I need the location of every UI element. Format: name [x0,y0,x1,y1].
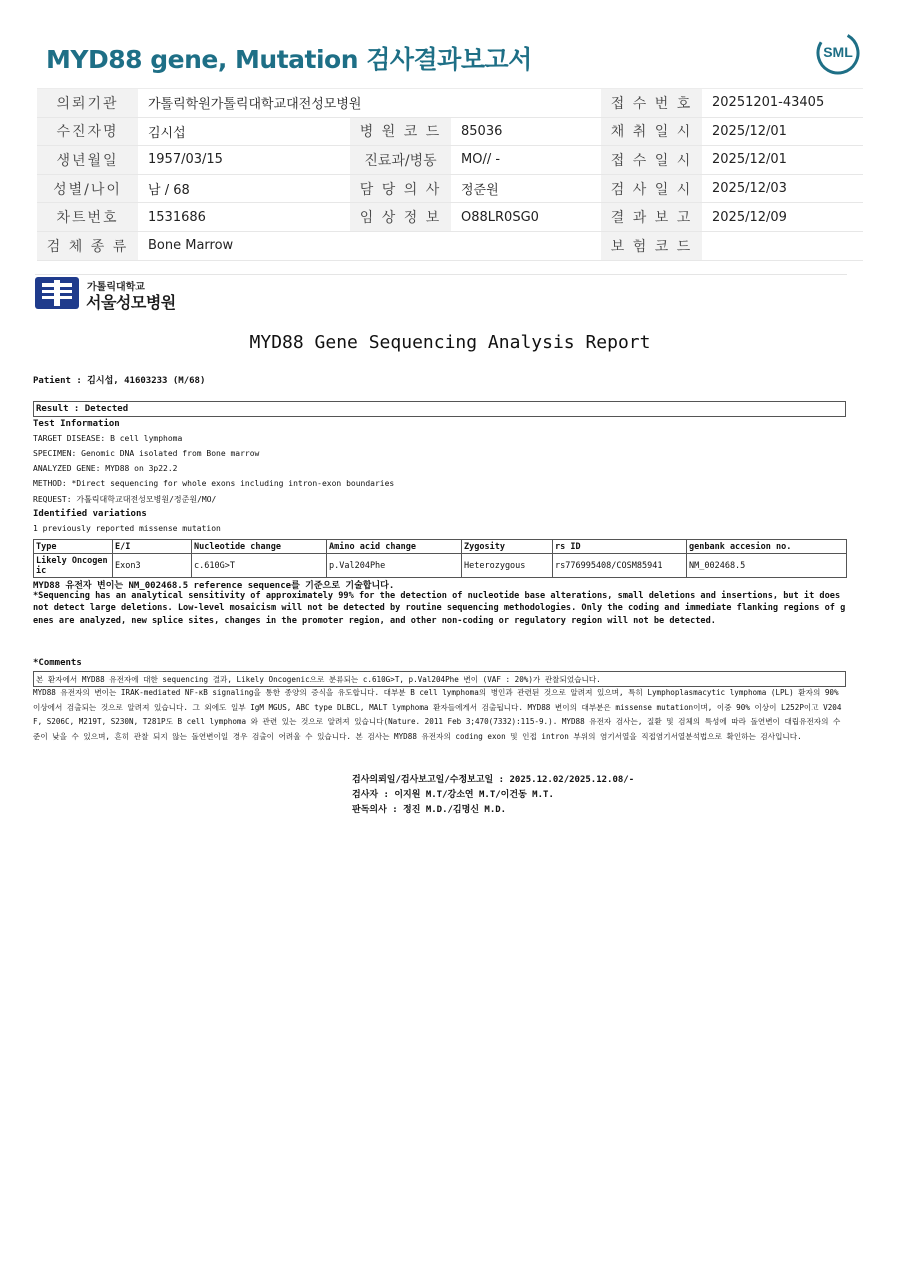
info-label: 접 수 번 호 [601,89,702,118]
info-label: 병 원 코 드 [350,117,451,146]
info-row [37,203,863,232]
info-label: 검 사 일 시 [601,174,702,203]
info-value: 2025/12/09 [702,203,863,232]
info-label: 의뢰기관 [37,89,138,118]
variant-table [33,539,847,578]
info-value: O88LR0SG0 [451,203,601,232]
specimen: SPECIMEN: Genomic DNA isolated from Bone marrow [33,449,260,458]
info-row [37,231,863,260]
info-label: 수진자명 [37,117,138,146]
report-dates: 검사의뢰일/검사보고일/수정보고일 : 2025.12.02/2025.12.08/- [352,775,635,785]
column-header: genbank accesion no. [687,540,847,554]
hospital-emblem-icon [34,276,80,310]
variant-cell: NM_002468.5 [687,554,847,578]
hospital-university-name: 가톨릭대학교 [87,282,145,293]
info-row [37,89,863,118]
variant-cell: Exon3 [113,554,192,578]
column-header: Amino acid change [327,540,462,554]
comments-heading: *Comments [33,658,82,668]
info-value: 정준원 [451,174,601,203]
identified-heading: Identified variations [33,509,147,519]
column-header: Type [34,540,113,554]
info-value: 2025/12/01 [702,146,863,175]
info-value: MO// - [451,146,601,175]
column-header: E/I [113,540,192,554]
variant-cell: Heterozygous [462,554,553,578]
variant-cell: rs776995408/COSM85941 [553,554,687,578]
info-row [37,174,863,203]
request: REQUEST: 가톨릭대학교대전성모병원/정준원/MO/ [33,495,217,504]
info-label: 검 체 종 류 [37,231,138,260]
variant-cell: c.610G>T [192,554,327,578]
comment-body: MYD88 유전자의 변이는 IRAK-mediated NF-κB signaling을 통한 종양의 증식을 유도합니다. 대부분 B cell lymphoma의 병인과 관련된 것으로 알려져 있으며, 특히 Lymphoplasmacytic lymphoma (LPL) 환자의 90% 이상에서 검출되는 것으로 알려져 있습니다. 그 외에도 일부 IgM MGUS, ABC type DLBCL, MALT lymphoma 환자들에게서 검출됩니다. MYD88 변이의 대부분은 missense mutation이며, 이중 90% 이상이 L252P이고 V204F, S206C, M219T, S230N, T281P도 B cell lymphoma 와 관련 있는 것으로 알려져 있습니다(Nature. 2011 Feb 3;470(7332):115-9.). MYD88 유전자 검사는, 질환 및 검체의 특성에 따라 돌연변이 대립유전자의 수준이 낮을 수 있으며, 흔히 관찰 되지 않는 돌연변이일 경우 검출이 어려울 수 있습니다. 본 검사는 MYD88 유전자의 coding exon 및 인접 intron 부위의 염기서열을 직접염기서열분석법으로 확인하는 검사입니다. [33,688,842,741]
report-title: MYD88 Gene Sequencing Analysis Report [249,332,651,353]
info-value: 1531686 [138,203,350,232]
info-value: 20251201-43405 [702,89,863,118]
info-label: 임 상 정 보 [350,203,451,232]
sensitivity-note: *Sequencing has an analytical sensitivity of approximately 99% for the detection of nucleotide base alterations, small deletions and insertions, but it does not detect large deletions. Low-level mosaicism will not be detected by routine sequencing methodologies. Only the coding and immediate flanking regions of genes are analyzed, new splice sites, changes in the promoter region, and other non-coding or regulatory region will not be detected. [33,591,846,626]
result-box [33,401,846,417]
analyzed-gene: ANALYZED GENE: MYD88 on 3p22.2 [33,464,178,473]
reading-physicians: 판독의사 : 정진 M.D./김명신 M.D. [352,805,507,815]
info-label: 생년월일 [37,146,138,175]
method: METHOD: *Direct sequencing for whole exons including intron-exon boundaries [33,479,395,488]
column-header: rs ID [553,540,687,554]
variant-header-row [34,540,847,554]
patient-line: Patient : 김시섭, 41603233 (M/68) [33,376,206,386]
variant-cell: p.Val204Phe [327,554,462,578]
result-text: Result : Detected [36,404,129,414]
info-label: 결 과 보 고 [601,203,702,232]
info-label: 채 취 일 시 [601,117,702,146]
identified-count: 1 previously reported missense mutation [33,524,221,533]
info-value: Bone Marrow [138,231,350,260]
info-label: 접 수 일 시 [601,146,702,175]
info-value: 1957/03/15 [138,146,350,175]
info-label: 보 험 코 드 [601,231,702,260]
info-value: 가톨릭학원가톨릭대학교대전성모병원 [138,89,601,118]
info-value: 남 / 68 [138,174,350,203]
table-row [34,554,847,578]
info-row [37,117,863,146]
reference-note: MYD88 유전자 변이는 NM_002468.5 reference sequence를 기준으로 기술합니다. [33,581,395,591]
patient-info-table [37,88,863,261]
test-info-heading: Test Information [33,419,120,429]
section-divider [35,274,847,275]
info-value: 김시섭 [138,117,350,146]
info-value [702,231,863,260]
sml-logo-icon [815,30,861,76]
info-label: 담 당 의 사 [350,174,451,203]
info-label: 차트번호 [37,203,138,232]
info-empty-cell [350,231,601,260]
info-value: 2025/12/03 [702,174,863,203]
info-value: 2025/12/01 [702,117,863,146]
report-header-title: MYD88 gene, Mutation 검사결과보고서 [46,45,532,74]
variant-type-cell: Likely Oncogenic [34,554,113,578]
hospital-name: 서울성모병원 [86,293,176,312]
info-label: 진료과/병동 [350,146,451,175]
info-value: 85036 [451,117,601,146]
info-label: 성별/나이 [37,174,138,203]
testers: 검사자 : 이지원 M.T/강소연 M.T/이건동 M.T. [352,790,554,800]
info-row [37,146,863,175]
column-header: Nucleotide change [192,540,327,554]
column-header: Zygosity [462,540,553,554]
comment-summary: 본 환자에서 MYD88 유전자에 대한 sequencing 결과, Likely Oncogenic으로 분류되는 c.610G>T, p.Val204Phe 변이 (VAF : 20%)가 관찰되었습니다. [36,675,601,684]
sml-logo-text: SML [823,44,853,60]
target-disease: TARGET DISEASE: B cell lymphoma [33,434,183,443]
